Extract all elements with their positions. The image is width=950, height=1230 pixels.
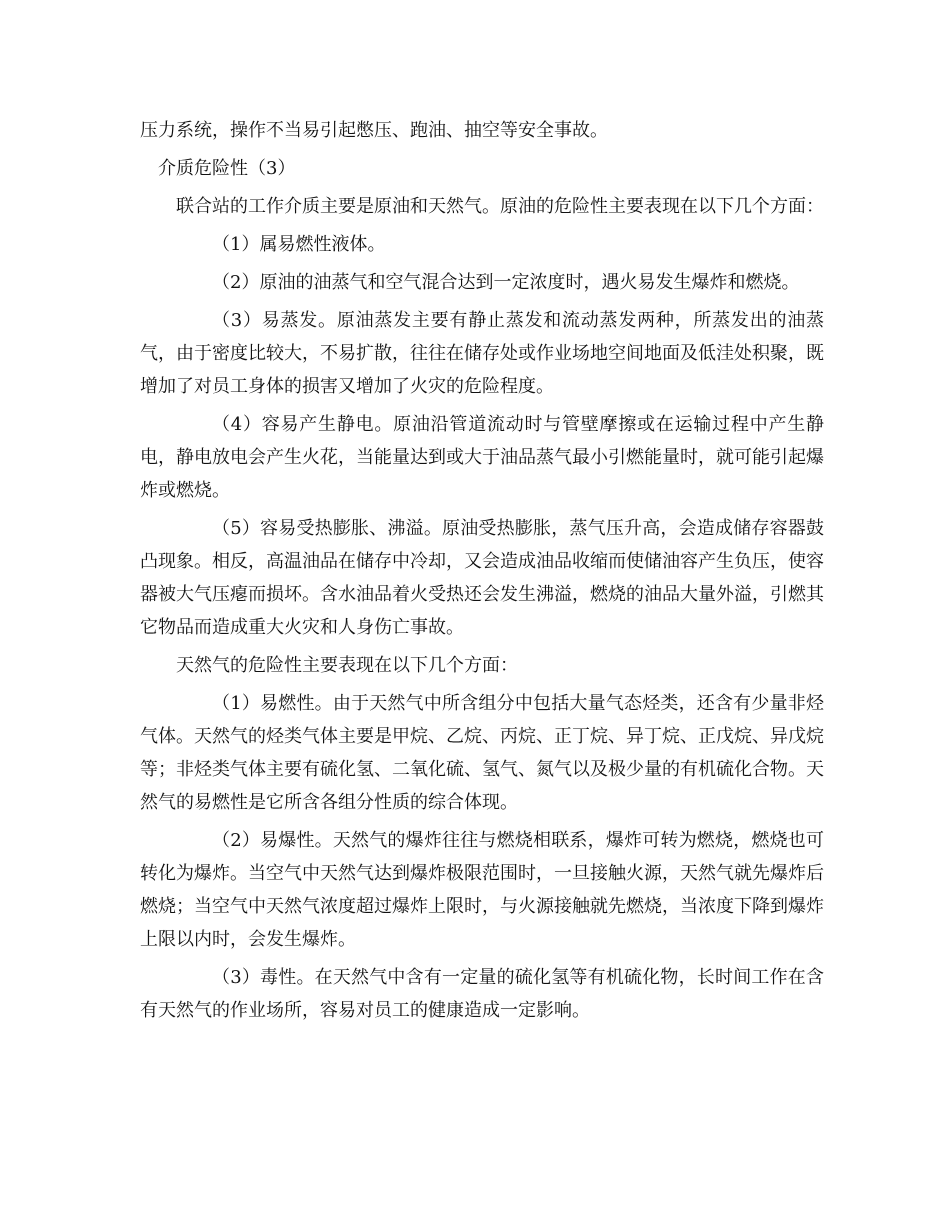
crude-oil-item-1: （1）属易燃性液体。 [212,234,386,255]
crude-oil-item-2: （2）原油的油蒸气和空气混合达到一定浓度时，遇火易发生爆炸和燃烧。 [212,272,800,293]
section-heading: 介质危险性（3） [158,158,296,179]
document-body [140,114,824,1027]
crude-oil-item-4: （4）容易产生静电。原油沿管道流动时与管壁摩擦或在运输过程中产生静电，静电放电会产生火花，当能量达到或大于油品蒸气最小引燃能量时，就可能引起爆炸或燃烧。 [140,414,824,501]
gas-item-3: （3）毒性。在天然气中含有一定量的硫化氢等有机硫化物，长时间工作在含有天然气的作业场所，容易对员工的健康造成一定影响。 [140,967,824,1021]
continuation-paragraph: 压力系统，操作不当易引起憋压、跑油、抽空等安全事故。 [140,120,608,141]
crude-oil-item-3: （3）易蒸发。原油蒸发主要有静止蒸发和流动蒸发两种，所蒸发出的油蒸气，由于密度比较大，不易扩散，往往在储存处或作业场地空间地面及低洼处积聚，既增加了对员工身体的损害又增加了火灾的危险程度。 [140,310,824,397]
intro-paragraph: 联合站的工作介质主要是原油和天然气。原油的危险性主要表现在以下几个方面： [176,196,824,217]
gas-intro-paragraph: 天然气的危险性主要表现在以下几个方面： [176,655,518,676]
gas-item-1: （1）易燃性。由于天然气中所含组分中包括大量气态烃类，还含有少量非烃气体。天然气的烃类气体主要是甲烷、乙烷、丙烷、正丁烷、异丁烷、正戊烷、异戊烷等；非烃类气体主要有硫化氢、二氧化硫、氢气、氮气以及极少量的有机硫化合物。天然气的易燃性是它所含各组分性质的综合体现。 [140,693,824,813]
crude-oil-item-5: （5）容易受热膨胀、沸溢。原油受热膨胀，蒸气压升高，会造成储存容器鼓凸现象。相反，高温油品在储存中冷却，又会造成油品收缩而使储油容产生负压，使容器被大气压瘪而损坏。含水油品着火受热还会发生沸溢，燃烧的油品大量外溢，引燃其它物品而造成重大火灾和人身伤亡事故。 [140,518,824,638]
gas-item-2: （2）易爆性。天然气的爆炸往往与燃烧相联系，爆炸可转为燃烧，燃烧也可转化为爆炸。当空气中天然气达到爆炸极限范围时，一旦接触火源，天然气就先爆炸后燃烧；当空气中天然气浓度超过爆炸上限时，与火源接触就先燃烧，当浓度下降到爆炸上限以内时，会发生爆炸。 [140,830,824,950]
